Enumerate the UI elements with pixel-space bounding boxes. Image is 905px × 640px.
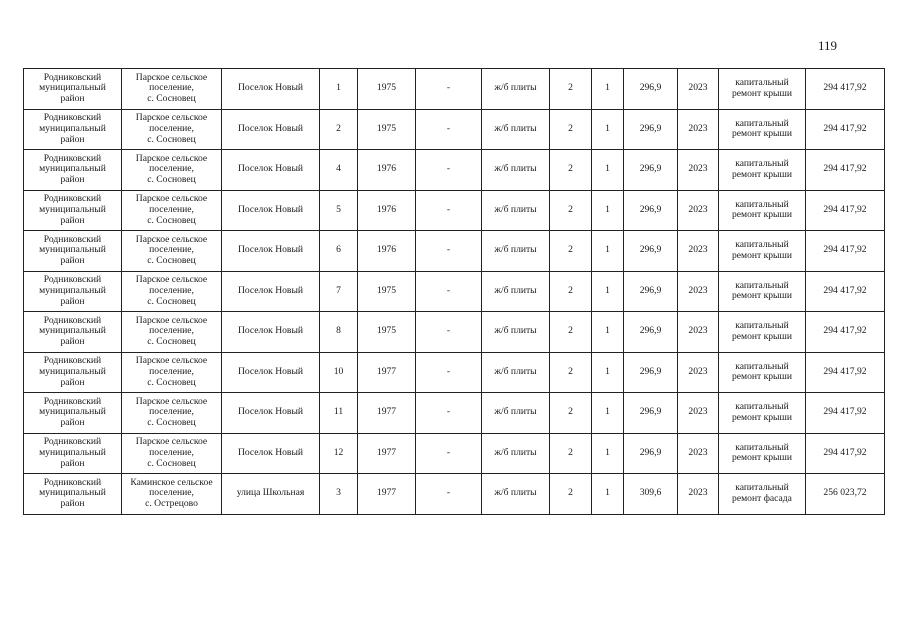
plan-year-cell: 2023 <box>678 109 719 150</box>
plan-year-cell: 2023 <box>678 312 719 353</box>
street-cell: Поселок Новый <box>222 352 320 393</box>
house-number-cell: 2 <box>320 109 358 150</box>
material-cell: ж/б плиты <box>482 352 550 393</box>
dash-cell: - <box>416 69 482 110</box>
plan-year-cell: 2023 <box>678 69 719 110</box>
district-cell: Родниковский муниципальный район <box>24 474 122 515</box>
plan-year-cell: 2023 <box>678 352 719 393</box>
cost-cell: 294 417,92 <box>806 150 885 191</box>
area-cell: 296,9 <box>624 69 678 110</box>
dash-cell: - <box>416 312 482 353</box>
table-row <box>24 150 885 191</box>
cost-cell: 294 417,92 <box>806 352 885 393</box>
material-cell: ж/б плиты <box>482 231 550 272</box>
settlement-cell: Парское сельское поселение, с. Сосновец <box>122 271 222 312</box>
material-cell: ж/б плиты <box>482 433 550 474</box>
dash-cell: - <box>416 271 482 312</box>
dash-cell: - <box>416 352 482 393</box>
build-year-cell: 1975 <box>358 312 416 353</box>
housing-repair-table <box>23 68 885 515</box>
entrances-cell: 1 <box>592 312 624 353</box>
street-cell: Поселок Новый <box>222 312 320 353</box>
floors-cell: 2 <box>550 271 592 312</box>
floors-cell: 2 <box>550 109 592 150</box>
work-type-cell: капитальный ремонт крыши <box>719 109 806 150</box>
settlement-cell: Парское сельское поселение, с. Сосновец <box>122 190 222 231</box>
table-row <box>24 69 885 110</box>
cost-cell: 294 417,92 <box>806 231 885 272</box>
work-type-cell: капитальный ремонт крыши <box>719 271 806 312</box>
entrances-cell: 1 <box>592 433 624 474</box>
table-row <box>24 109 885 150</box>
district-cell: Родниковский муниципальный район <box>24 69 122 110</box>
settlement-cell: Парское сельское поселение, с. Сосновец <box>122 312 222 353</box>
work-type-cell: капитальный ремонт крыши <box>719 150 806 191</box>
cost-cell: 294 417,92 <box>806 190 885 231</box>
entrances-cell: 1 <box>592 271 624 312</box>
plan-year-cell: 2023 <box>678 393 719 434</box>
house-number-cell: 1 <box>320 69 358 110</box>
page-number: 119 <box>818 38 838 53</box>
floors-cell: 2 <box>550 312 592 353</box>
house-number-cell: 11 <box>320 393 358 434</box>
work-type-cell: капитальный ремонт крыши <box>719 393 806 434</box>
cost-cell: 294 417,92 <box>806 271 885 312</box>
work-type-cell: капитальный ремонт крыши <box>719 231 806 272</box>
build-year-cell: 1976 <box>358 231 416 272</box>
table-row <box>24 352 885 393</box>
build-year-cell: 1975 <box>358 109 416 150</box>
build-year-cell: 1977 <box>358 474 416 515</box>
plan-year-cell: 2023 <box>678 474 719 515</box>
build-year-cell: 1976 <box>358 150 416 191</box>
house-number-cell: 12 <box>320 433 358 474</box>
house-number-cell: 10 <box>320 352 358 393</box>
table-row <box>24 474 885 515</box>
dash-cell: - <box>416 433 482 474</box>
cost-cell: 294 417,92 <box>806 393 885 434</box>
work-type-cell: капитальный ремонт крыши <box>719 352 806 393</box>
house-number-cell: 8 <box>320 312 358 353</box>
build-year-cell: 1975 <box>358 271 416 312</box>
build-year-cell: 1977 <box>358 433 416 474</box>
district-cell: Родниковский муниципальный район <box>24 231 122 272</box>
street-cell: улица Школьная <box>222 474 320 515</box>
entrances-cell: 1 <box>592 231 624 272</box>
street-cell: Поселок Новый <box>222 150 320 191</box>
street-cell: Поселок Новый <box>222 231 320 272</box>
floors-cell: 2 <box>550 69 592 110</box>
material-cell: ж/б плиты <box>482 474 550 515</box>
work-type-cell: капитальный ремонт фасада <box>719 474 806 515</box>
area-cell: 296,9 <box>624 231 678 272</box>
district-cell: Родниковский муниципальный район <box>24 190 122 231</box>
street-cell: Поселок Новый <box>222 393 320 434</box>
cost-cell: 294 417,92 <box>806 433 885 474</box>
district-cell: Родниковский муниципальный район <box>24 433 122 474</box>
dash-cell: - <box>416 393 482 434</box>
table-row <box>24 190 885 231</box>
settlement-cell: Парское сельское поселение, с. Сосновец <box>122 433 222 474</box>
settlement-cell: Каминское сельское поселение, с. Острецово <box>122 474 222 515</box>
area-cell: 296,9 <box>624 352 678 393</box>
house-number-cell: 7 <box>320 271 358 312</box>
settlement-cell: Парское сельское поселение, с. Сосновец <box>122 150 222 191</box>
area-cell: 296,9 <box>624 393 678 434</box>
dash-cell: - <box>416 231 482 272</box>
area-cell: 296,9 <box>624 190 678 231</box>
district-cell: Родниковский муниципальный район <box>24 352 122 393</box>
area-cell: 309,6 <box>624 474 678 515</box>
entrances-cell: 1 <box>592 393 624 434</box>
table-row <box>24 271 885 312</box>
dash-cell: - <box>416 190 482 231</box>
entrances-cell: 1 <box>592 474 624 515</box>
plan-year-cell: 2023 <box>678 231 719 272</box>
material-cell: ж/б плиты <box>482 312 550 353</box>
floors-cell: 2 <box>550 393 592 434</box>
material-cell: ж/б плиты <box>482 150 550 191</box>
table-row <box>24 393 885 434</box>
house-number-cell: 4 <box>320 150 358 191</box>
plan-year-cell: 2023 <box>678 150 719 191</box>
entrances-cell: 1 <box>592 352 624 393</box>
floors-cell: 2 <box>550 352 592 393</box>
material-cell: ж/б плиты <box>482 69 550 110</box>
house-number-cell: 6 <box>320 231 358 272</box>
area-cell: 296,9 <box>624 312 678 353</box>
build-year-cell: 1975 <box>358 69 416 110</box>
entrances-cell: 1 <box>592 109 624 150</box>
district-cell: Родниковский муниципальный район <box>24 109 122 150</box>
settlement-cell: Парское сельское поселение, с. Сосновец <box>122 231 222 272</box>
floors-cell: 2 <box>550 474 592 515</box>
dash-cell: - <box>416 474 482 515</box>
cost-cell: 294 417,92 <box>806 69 885 110</box>
settlement-cell: Парское сельское поселение, с. Сосновец <box>122 69 222 110</box>
entrances-cell: 1 <box>592 190 624 231</box>
street-cell: Поселок Новый <box>222 69 320 110</box>
house-number-cell: 3 <box>320 474 358 515</box>
build-year-cell: 1976 <box>358 190 416 231</box>
settlement-cell: Парское сельское поселение, с. Сосновец <box>122 109 222 150</box>
entrances-cell: 1 <box>592 150 624 191</box>
dash-cell: - <box>416 109 482 150</box>
street-cell: Поселок Новый <box>222 433 320 474</box>
district-cell: Родниковский муниципальный район <box>24 393 122 434</box>
build-year-cell: 1977 <box>358 393 416 434</box>
material-cell: ж/б плиты <box>482 190 550 231</box>
work-type-cell: капитальный ремонт крыши <box>719 190 806 231</box>
street-cell: Поселок Новый <box>222 271 320 312</box>
material-cell: ж/б плиты <box>482 109 550 150</box>
district-cell: Родниковский муниципальный район <box>24 150 122 191</box>
floors-cell: 2 <box>550 150 592 191</box>
build-year-cell: 1977 <box>358 352 416 393</box>
work-type-cell: капитальный ремонт крыши <box>719 433 806 474</box>
table-body <box>24 69 885 515</box>
table-row <box>24 312 885 353</box>
plan-year-cell: 2023 <box>678 190 719 231</box>
street-cell: Поселок Новый <box>222 190 320 231</box>
table-row <box>24 231 885 272</box>
plan-year-cell: 2023 <box>678 433 719 474</box>
area-cell: 296,9 <box>624 109 678 150</box>
floors-cell: 2 <box>550 190 592 231</box>
plan-year-cell: 2023 <box>678 271 719 312</box>
settlement-cell: Парское сельское поселение, с. Сосновец <box>122 393 222 434</box>
material-cell: ж/б плиты <box>482 271 550 312</box>
cost-cell: 256 023,72 <box>806 474 885 515</box>
settlement-cell: Парское сельское поселение, с. Сосновец <box>122 352 222 393</box>
district-cell: Родниковский муниципальный район <box>24 312 122 353</box>
street-cell: Поселок Новый <box>222 109 320 150</box>
district-cell: Родниковский муниципальный район <box>24 271 122 312</box>
cost-cell: 294 417,92 <box>806 312 885 353</box>
area-cell: 296,9 <box>624 433 678 474</box>
material-cell: ж/б плиты <box>482 393 550 434</box>
house-number-cell: 5 <box>320 190 358 231</box>
floors-cell: 2 <box>550 433 592 474</box>
area-cell: 296,9 <box>624 271 678 312</box>
table-row <box>24 433 885 474</box>
area-cell: 296,9 <box>624 150 678 191</box>
cost-cell: 294 417,92 <box>806 109 885 150</box>
work-type-cell: капитальный ремонт крыши <box>719 312 806 353</box>
dash-cell: - <box>416 150 482 191</box>
entrances-cell: 1 <box>592 69 624 110</box>
work-type-cell: капитальный ремонт крыши <box>719 69 806 110</box>
floors-cell: 2 <box>550 231 592 272</box>
